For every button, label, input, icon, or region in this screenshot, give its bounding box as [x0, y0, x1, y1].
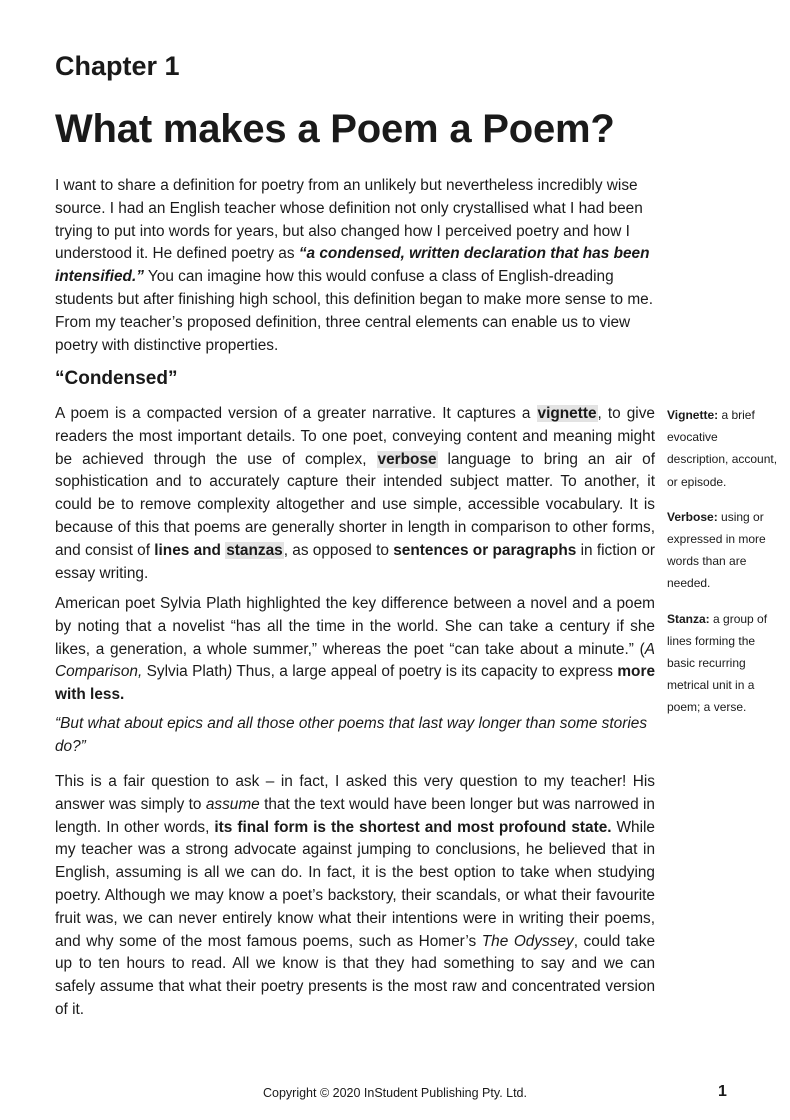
bold-text: sentences or paragraphs [393, 541, 577, 559]
glossary-term: Verbose: [667, 509, 718, 524]
intro-paragraph [55, 175, 655, 357]
text-run: language to bring an air of sophistication and to accurately capture their intended subject matter. To another, it could be to remove complexity altogether and use simple, accessible vocabulary. It is because of this that poems are generally shorter in length in comparison to other forms, and consist of [55, 450, 655, 559]
glossary-entry-stanza [667, 608, 779, 719]
condensed-paragraph-1 [55, 403, 655, 585]
text-run: American poet Sylvia Plath highlighted the key difference between a novel and a poem by noting that a novelist “has all the time in the world. She can take a century if she likes, a generation, a whole summer,” whereas the poet “can take about a minute.” ( [55, 595, 655, 658]
bold-text: lines and [154, 541, 226, 559]
condensed-paragraph-4 [55, 771, 655, 1022]
keyword-verbose: verbose [377, 450, 437, 468]
italic-citation: A Comparison, [55, 640, 655, 681]
glossary-definition: using or expressed in more words than are needed. [667, 509, 766, 591]
page-number: 1 [718, 1083, 727, 1100]
text-run: While my teacher was a strong advocate against jumping to conclusions, he believed that in English, assuming is all we can do. In fact, it is the best option to take when studying poetry. Although we may know a poet’s backstory, their scandals, or what their favourite fruit was, we can never entirely know what their intentions were in writing their poems, and why some of the most famous poems, such as Homer’s [55, 818, 655, 950]
poetry-definition-quote: “a condensed, written declaration that has been intensified.” [55, 245, 650, 286]
glossary-definition: a brief evocative description, account, or episode. [667, 408, 778, 489]
italic-text: assume [205, 795, 260, 813]
intro-text-after: You can imagine how this would confuse a class of English-dreading students but after finishing high school, this definition began to make more sense to me. From my teacher’s proposed definition, three central elements can enable us to view poetry with distinctive properties. [55, 268, 654, 354]
chapter-title: What makes a Poem a Poem? [55, 107, 615, 151]
glossary-entry-vignette [667, 404, 779, 493]
text-run: A poem is a compacted version of a greater narrative. It captures a [55, 405, 537, 422]
text-run: Thus, a large appeal of poetry is its capacity to express [232, 663, 618, 681]
glossary-sidebar [667, 404, 779, 732]
bold-text: its final form is the shortest and most profound state. [214, 818, 612, 836]
text-run: , as opposed to [283, 541, 394, 559]
glossary-term: Vignette: [667, 408, 719, 422]
text-run: Sylvia Plath [142, 663, 228, 681]
chapter-label: Chapter 1 [55, 51, 180, 81]
glossary-definition: a group of lines forming the basic recurring metrical unit in a poem; a verse. [667, 611, 768, 715]
footer-copyright: Copyright © 2020 InStudent Publishing Pty. Ltd. [262, 1086, 527, 1100]
text-run: , to give readers the most important details. To one poet, conveying content and meaning might be achieved through the use of complex, [55, 405, 655, 468]
glossary-entry-verbose [667, 506, 779, 595]
text-run: , could take up to ten hours to read. All we know is that they had something to say and we can safely assume that what their poetry presents is the most raw and concentrated version of it. [55, 932, 656, 1018]
keyword-vignette: vignette [537, 405, 597, 422]
italic-title: The Odyssey [481, 932, 574, 950]
glossary-term: Stanza: [667, 611, 710, 626]
bold-text: more with less. [55, 663, 656, 704]
condensed-paragraph-2 [55, 593, 655, 707]
italic-paren: ) [227, 663, 233, 681]
intro-text-before: I want to share a definition for poetry from an unlikely but nevertheless incredibly wise source. I had an English teacher whose definition not only crystallised what I had been trying to put into words for years, but also changed how I perceived poetry and how I understood it. He defined poetry as [55, 177, 643, 263]
text-run: This is a fair question to ask – in fact, I asked this very question to my teacher! His answer was simply to [55, 773, 655, 813]
condensed-question: “But what about epics and all those other poems that last way longer than some stories do?” [55, 715, 648, 755]
text-run: that the text would have been longer but was narrowed in length. In other words, [55, 795, 655, 836]
section-heading: “Condensed” [55, 368, 178, 389]
text-run: in fiction or essay writing. [55, 541, 656, 582]
keyword-stanzas: stanzas [226, 541, 283, 559]
